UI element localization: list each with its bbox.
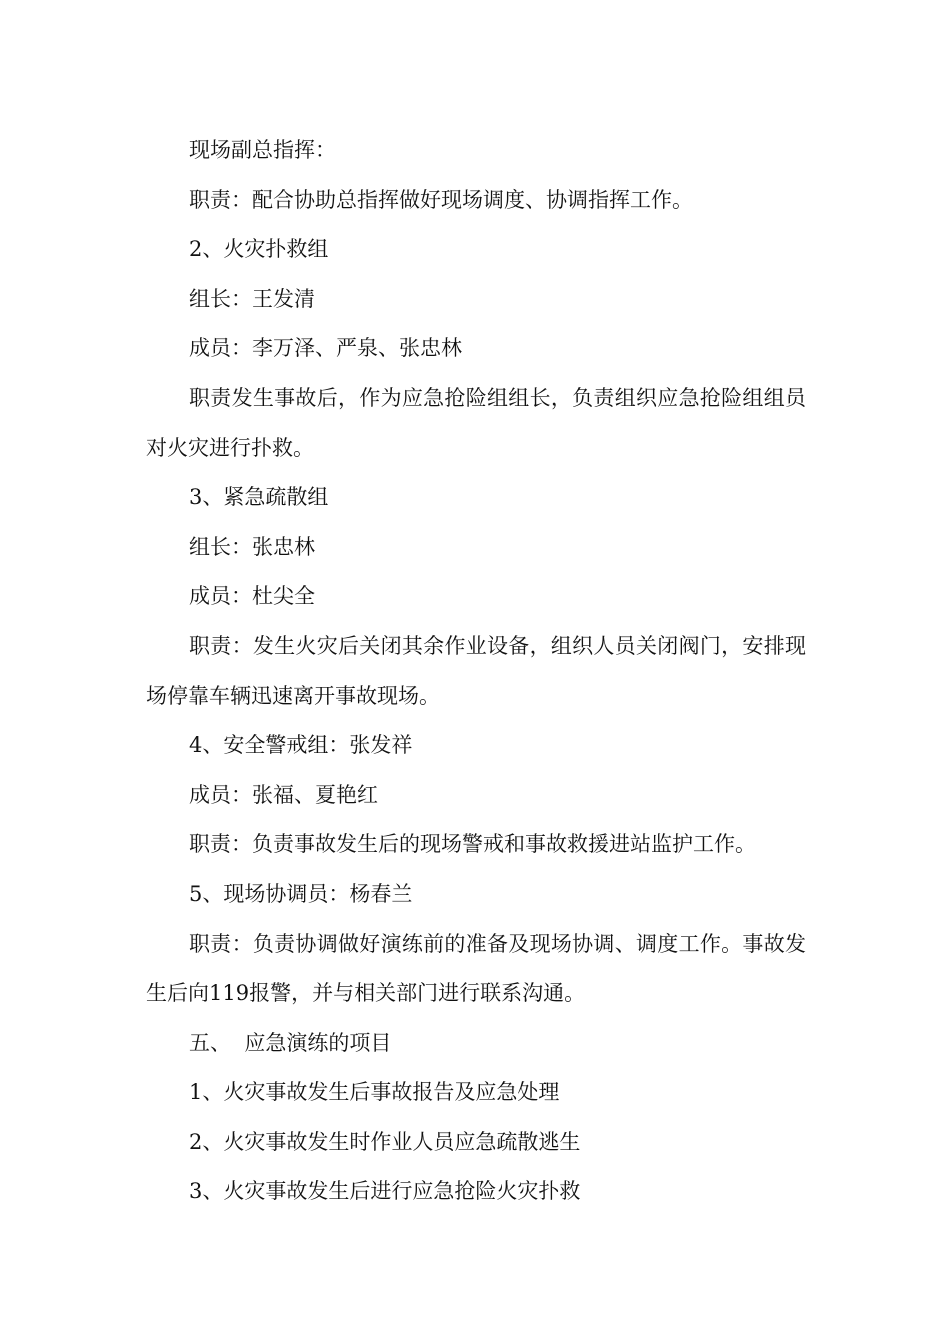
deputy-commander-duty: 职责：配合协助总指挥做好现场调度、协调指挥工作。	[189, 187, 693, 212]
evacuation-group-duty: 职责：发生火灾后关闭其余作业设备，组织人员关闭阀门，安排现场停靠车辆迅速离开事故现场。	[146, 633, 806, 708]
coordinator-duty: 职责：负责协调做好演练前的准备及现场协调、调度工作。事故发生后向119报警，并与相关部门进行联系沟通。	[146, 931, 806, 1006]
evacuation-group-members: 成员：杜尖全	[189, 584, 315, 609]
evacuation-group-heading: 3、紧急疏散组	[189, 485, 329, 510]
drill-item-1: 1、火灾事故发生后事故报告及应急处理	[189, 1080, 560, 1105]
security-group-duty: 职责：负责事故发生后的现场警戒和事故救援进站监护工作。	[189, 832, 756, 857]
deputy-commander-heading: 现场副总指挥：	[189, 138, 336, 162]
document-body	[146, 126, 806, 1217]
fire-fighting-group-leader: 组长：王发清	[189, 286, 315, 311]
drill-item-2: 2、火灾事故发生时作业人员应急疏散逃生	[189, 1129, 581, 1154]
coordinator-heading: 5、现场协调员：杨春兰	[189, 881, 413, 906]
drill-items-heading: 五、 应急演练的项目	[189, 1030, 392, 1055]
fire-fighting-group-members: 成员：李万泽、严泉、张忠林	[189, 336, 462, 361]
security-group-members: 成员：张福、夏艳红	[189, 782, 378, 807]
security-group-heading: 4、安全警戒组：张发祥	[189, 733, 413, 758]
evacuation-group-leader: 组长：张忠林	[189, 534, 315, 559]
fire-fighting-group-duty: 职责发生事故后，作为应急抢险组组长，负责组织应急抢险组组员对火灾进行扑救。	[146, 385, 806, 460]
drill-item-3: 3、火灾事故发生后进行应急抢险火灾扑救	[189, 1179, 581, 1204]
fire-fighting-group-heading: 2、火灾扑救组	[189, 237, 329, 262]
